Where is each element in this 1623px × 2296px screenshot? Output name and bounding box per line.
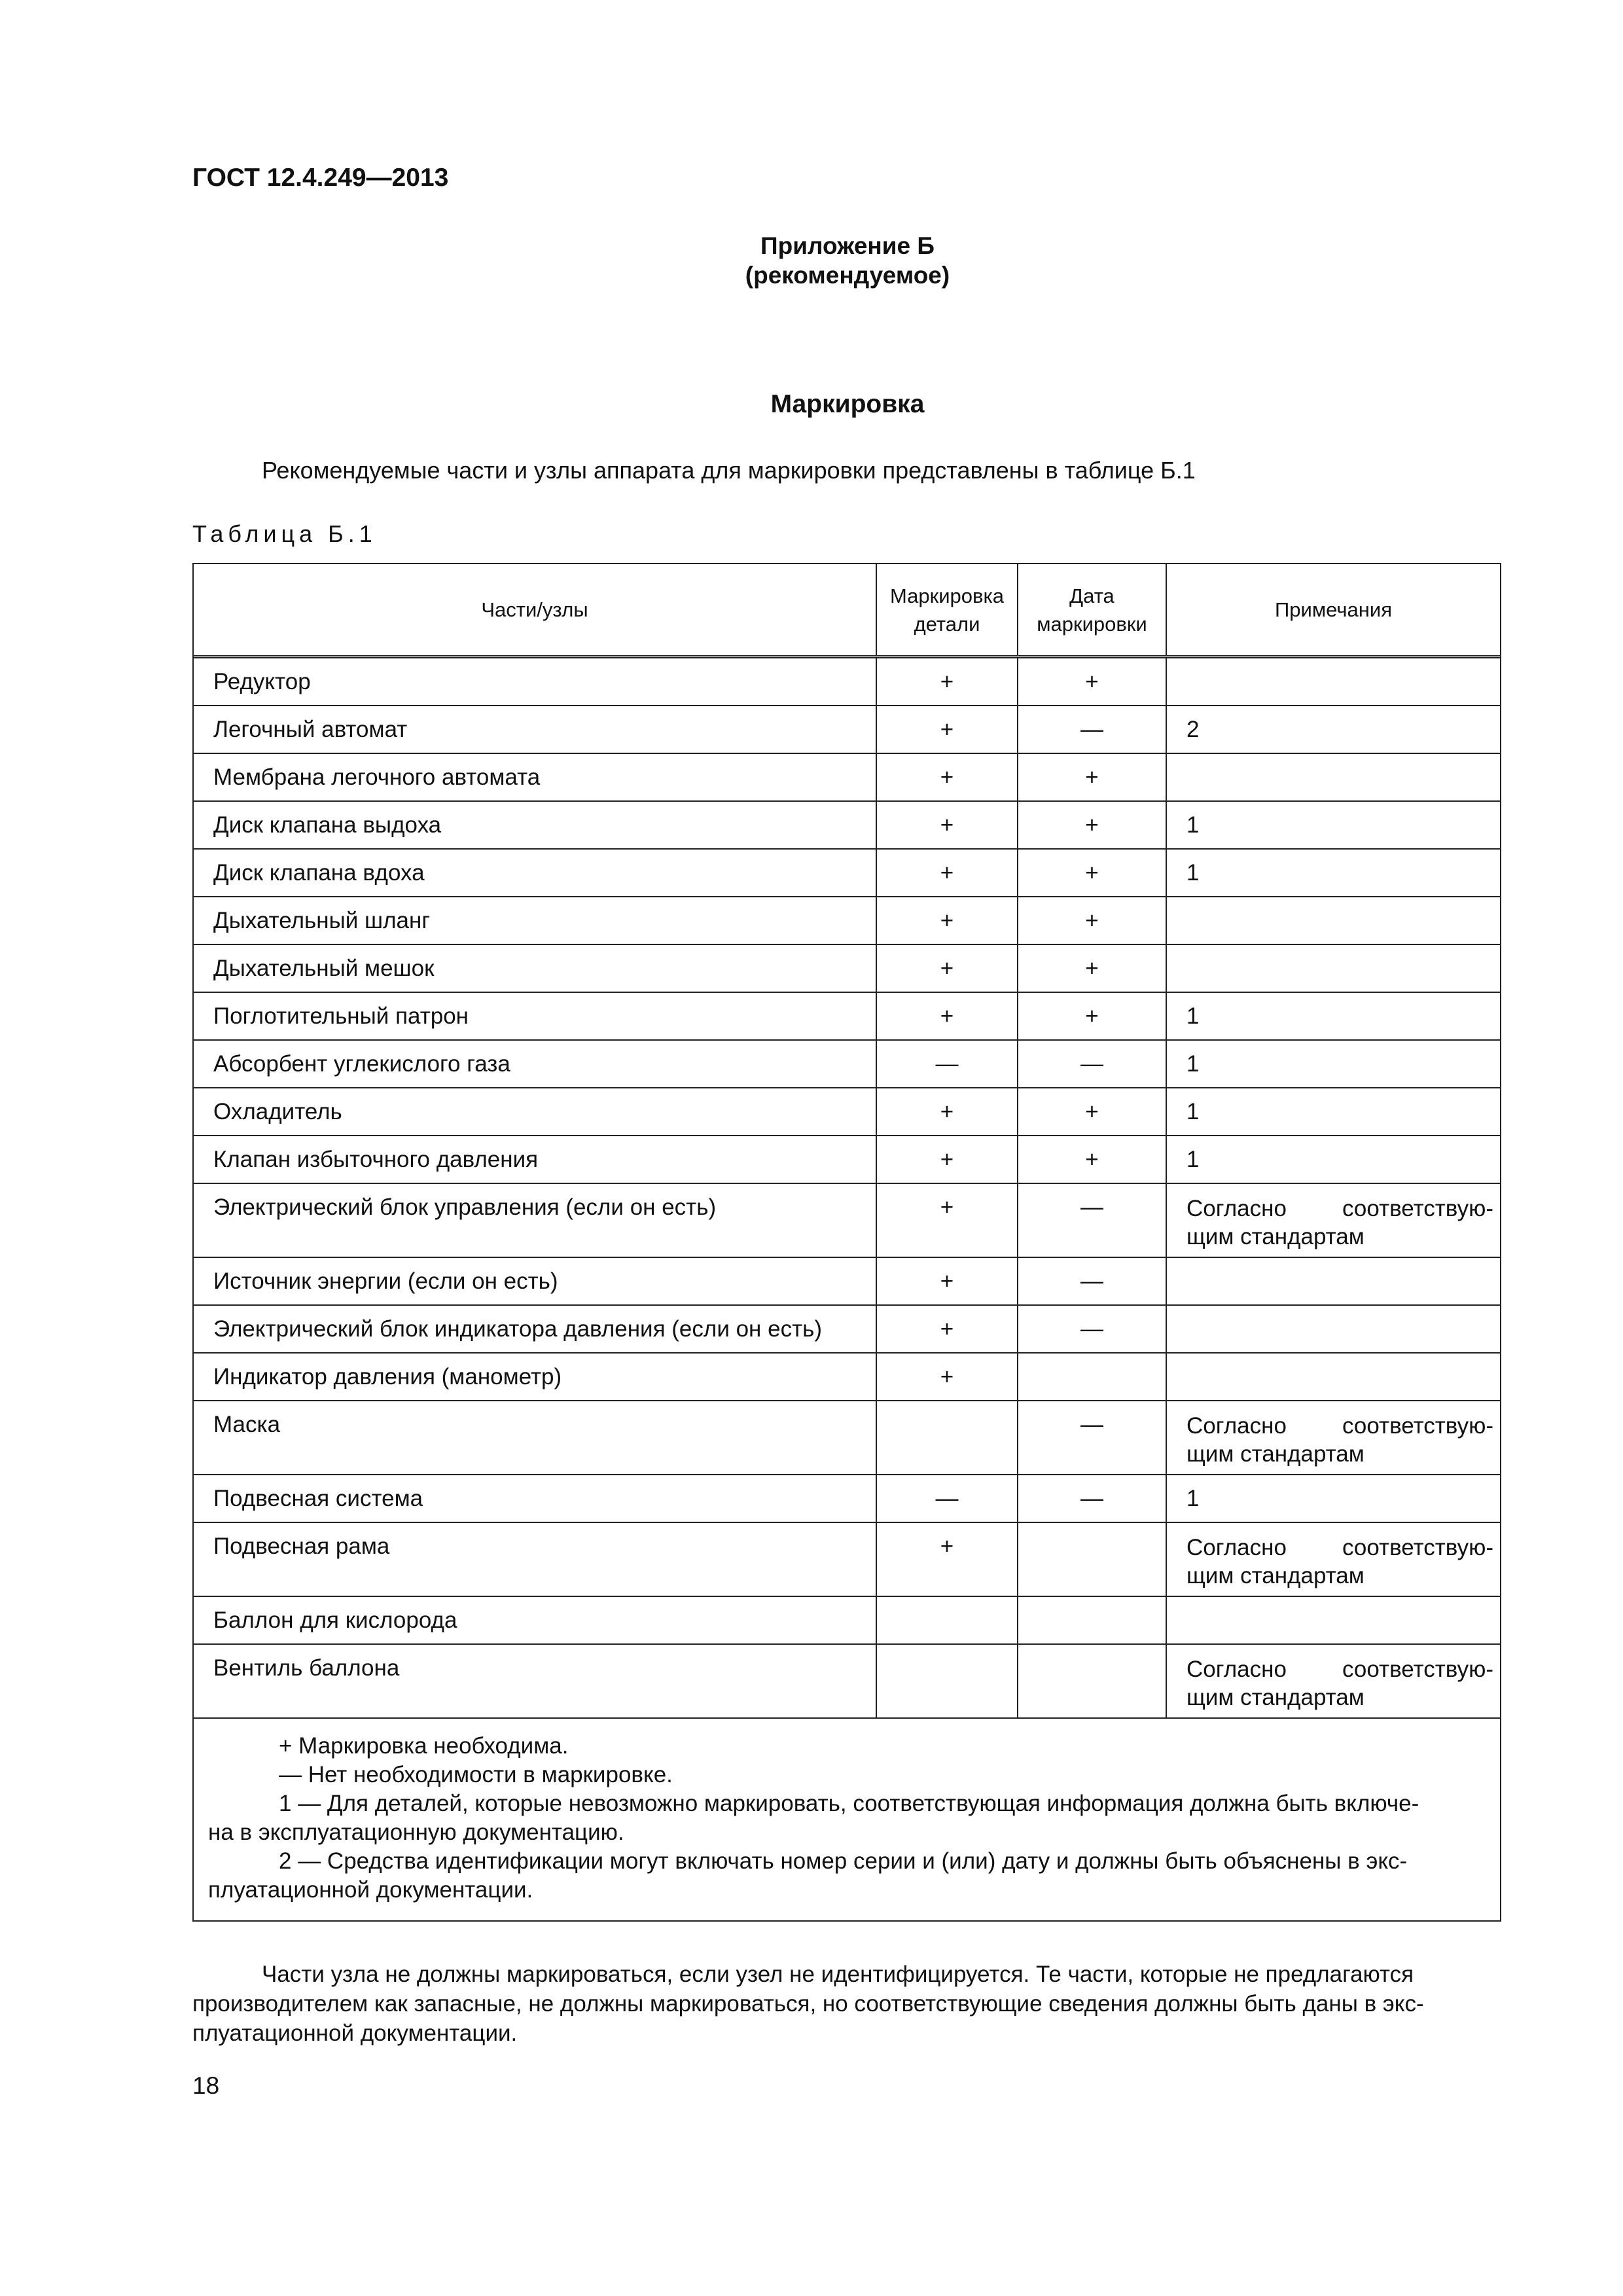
cell-date: +: [1018, 993, 1167, 1039]
cell-date: +: [1018, 802, 1167, 848]
cell-part: Вентиль баллона: [194, 1645, 877, 1717]
table-legend: [194, 1719, 1500, 1920]
cell-marking: +: [877, 1523, 1018, 1596]
cell-note: Согласно соответствую- щим стандартам: [1186, 1657, 1493, 1710]
table-caption: Таблица Б.1: [192, 520, 377, 547]
cell-date: —: [1018, 706, 1167, 753]
cell-marking: +: [877, 658, 1018, 705]
header-date: Дата маркировки: [1018, 564, 1167, 655]
cell-note: [1167, 1597, 1500, 1643]
cell-part: Подвесная рама: [194, 1523, 877, 1596]
legend-dash: — Нет необходимости в маркировке.: [279, 1762, 673, 1787]
cell-part: Дыхательный шланг: [194, 897, 877, 944]
cell-date: +: [1018, 1088, 1167, 1135]
legend-note-1-cont: на в эксплуатационную документацию.: [208, 1820, 624, 1845]
cell-part: Электрический блок индикатора давления (если он есть): [194, 1306, 877, 1352]
section-title: Маркировка: [770, 390, 925, 418]
header-parts: Части/узлы: [194, 564, 877, 655]
cell-date: —: [1018, 1475, 1167, 1522]
cell-marking: [877, 1401, 1018, 1474]
table-row: [194, 1258, 1500, 1306]
cell-date: —: [1018, 1184, 1167, 1257]
cell-marking: —: [877, 1041, 1018, 1087]
table-row: [194, 1401, 1500, 1475]
table-body: [194, 658, 1500, 1719]
table-row: [194, 1354, 1500, 1401]
cell-part: Редуктор: [194, 658, 877, 705]
cell-date: +: [1018, 850, 1167, 896]
table-row: [194, 850, 1500, 897]
cell-note: [1167, 1306, 1500, 1352]
table-row: [194, 1041, 1500, 1088]
table-row: [194, 1306, 1500, 1354]
cell-part: Мембрана легочного автомата: [194, 754, 877, 800]
marking-table: [192, 563, 1501, 1922]
annex-status: (рекомендуемое): [745, 262, 950, 289]
table-row: [194, 1136, 1500, 1184]
cell-note: [1167, 1354, 1500, 1400]
table-header-row: [194, 564, 1500, 658]
cell-part: Дыхательный мешок: [194, 945, 877, 992]
table-row: [194, 1088, 1500, 1136]
table-row: [194, 1597, 1500, 1645]
table-row: [194, 1645, 1500, 1719]
cell-marking: +: [877, 850, 1018, 896]
cell-part: Индикатор давления (манометр): [194, 1354, 877, 1400]
cell-note: [1167, 1258, 1500, 1304]
cell-part: Диск клапана выдоха: [194, 802, 877, 848]
table-row: [194, 706, 1500, 754]
cell-date: —: [1018, 1041, 1167, 1087]
cell-note: 2: [1186, 717, 1200, 742]
cell-note: [1167, 754, 1500, 800]
legend-note-2: 2 — Средства идентификации могут включать номер серии и (или) дату и должны быть объяснены в экс-: [279, 1848, 1408, 1874]
cell-date: +: [1018, 897, 1167, 944]
cell-marking: +: [877, 1136, 1018, 1183]
table-row: [194, 993, 1500, 1041]
header-marking: Маркировка детали: [877, 564, 1018, 655]
cell-part: Абсорбент углекислого газа: [194, 1041, 877, 1087]
cell-date: [1018, 1597, 1167, 1643]
cell-date: —: [1018, 1401, 1167, 1474]
cell-marking: +: [877, 1306, 1018, 1352]
cell-date: [1018, 1523, 1167, 1596]
legend-plus: + Маркировка необходима.: [279, 1733, 569, 1759]
cell-date: +: [1018, 1136, 1167, 1183]
cell-date: —: [1018, 1306, 1167, 1352]
legend-note-1: 1 — Для деталей, которые невозможно маркировать, соответствующая информация должна быть включе-: [279, 1791, 1419, 1816]
header-notes: Примечания: [1275, 598, 1392, 621]
cell-marking: [877, 1597, 1018, 1643]
cell-part: Источник энергии (если он есть): [194, 1258, 877, 1304]
cell-part: Электрический блок управления (если он есть): [194, 1184, 877, 1257]
table-row: [194, 1184, 1500, 1258]
cell-part: Баллон для кислорода: [194, 1597, 877, 1643]
cell-marking: +: [877, 1258, 1018, 1304]
closing-paragraph: Части узла не должны маркироваться, если узел не идентифицируется. Те части, которые не предлагаются производителем как запасные, не должны маркироваться, но соответствующие сведения должны быть даны в экс- плуатационной документации.: [192, 1962, 1424, 2046]
table-row: [194, 658, 1500, 706]
cell-date: +: [1018, 658, 1167, 705]
cell-date: [1018, 1354, 1167, 1400]
table-row: [194, 1475, 1500, 1523]
cell-marking: +: [877, 1354, 1018, 1400]
table-row: [194, 754, 1500, 802]
cell-note: Согласно соответствую- щим стандартам: [1186, 1535, 1493, 1588]
cell-date: [1018, 1645, 1167, 1717]
table-row: [194, 1523, 1500, 1597]
cell-marking: +: [877, 754, 1018, 800]
cell-part: Подвесная система: [194, 1475, 877, 1522]
cell-part: Клапан избыточного давления: [194, 1136, 877, 1183]
document-code: ГОСТ 12.4.249—2013: [192, 164, 449, 192]
cell-marking: +: [877, 802, 1018, 848]
cell-note: 1: [1186, 1099, 1200, 1124]
table-row: [194, 897, 1500, 945]
cell-marking: —: [877, 1475, 1018, 1522]
page-number: 18: [192, 2072, 220, 2099]
cell-marking: +: [877, 897, 1018, 944]
cell-date: +: [1018, 945, 1167, 992]
cell-note: 1: [1186, 1147, 1200, 1172]
table-row: [194, 945, 1500, 993]
legend-note-2-cont: плуатационной документации.: [208, 1877, 533, 1903]
cell-date: +: [1018, 754, 1167, 800]
cell-note: 1: [1186, 1003, 1200, 1029]
cell-part: Диск клапана вдоха: [194, 850, 877, 896]
cell-part: Легочный автомат: [194, 706, 877, 753]
cell-part: Охладитель: [194, 1088, 877, 1135]
cell-part: Поглотительный патрон: [194, 993, 877, 1039]
cell-marking: +: [877, 1184, 1018, 1257]
cell-part: Маска: [194, 1401, 877, 1474]
cell-marking: [877, 1645, 1018, 1717]
cell-note: 1: [1186, 812, 1200, 838]
cell-marking: +: [877, 945, 1018, 992]
cell-note: 1: [1186, 1051, 1200, 1077]
table-row: [194, 802, 1500, 850]
cell-marking: +: [877, 1088, 1018, 1135]
cell-note: 1: [1186, 860, 1200, 886]
annex-title: Приложение Б: [760, 232, 935, 259]
cell-marking: +: [877, 706, 1018, 753]
cell-note: 1: [1186, 1486, 1200, 1511]
cell-date: —: [1018, 1258, 1167, 1304]
intro-paragraph: Рекомендуемые части и узлы аппарата для маркировки представлены в таблице Б.1: [262, 457, 1196, 484]
cell-note: [1167, 897, 1500, 944]
cell-note: [1167, 658, 1500, 705]
cell-note: Согласно соответствую- щим стандартам: [1186, 1196, 1493, 1249]
cell-note: Согласно соответствую- щим стандартам: [1186, 1413, 1493, 1467]
cell-note: [1167, 945, 1500, 992]
cell-marking: +: [877, 993, 1018, 1039]
